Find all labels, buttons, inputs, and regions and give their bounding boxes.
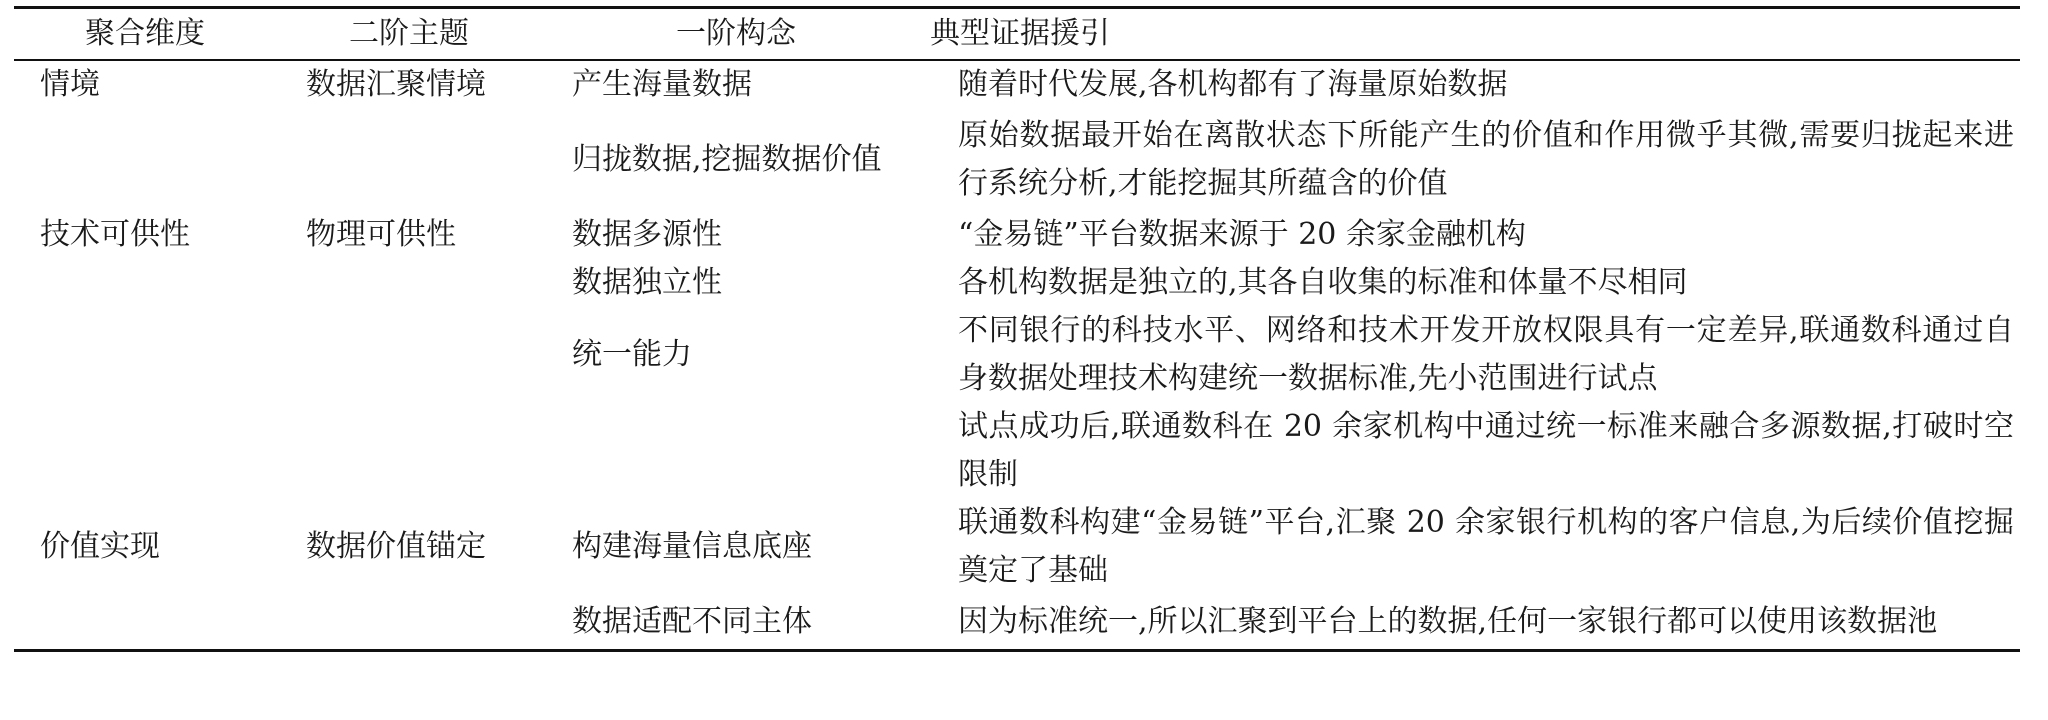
table-row [14,60,2020,109]
cell-construct: 数据多源性 [572,217,722,252]
header-aggregate-dimension: 聚合维度 [14,8,276,61]
table-row [14,595,2020,651]
cell-theme [276,403,542,499]
cell-evidence: 不同银行的科技水平、网络和技术开发开放权限具有一定差异,联通数科通过自身数据处理技术构建统一数据标准,先小范围进行试点 [958,313,2014,396]
header-second-order-theme: 二阶主题 [276,8,542,61]
cell-theme [276,109,542,211]
cell-construct: 归拢数据,挖掘数据价值 [572,142,882,177]
cell-evidence: 原始数据最开始在离散状态下所能产生的价值和作用微乎其微,需要归拢起来进行系统分析,才能挖掘其所蕴含的价值 [958,118,2014,201]
cell-construct: 产生海量数据 [572,67,752,102]
cell-theme [276,259,542,307]
cell-theme: 数据价值锚定 [306,529,486,564]
cell-theme [276,307,542,403]
table-row [14,211,2020,259]
table-header [14,8,2020,61]
cell-evidence: “金易链”平台数据来源于 20 余家金融机构 [958,217,1526,252]
table-row [14,403,2020,499]
cell-construct: 构建海量信息底座 [572,529,812,564]
cell-dimension [14,403,276,499]
evidence-table [14,6,2020,652]
cell-dimension [14,259,276,307]
cell-dimension [14,595,276,651]
cell-construct: 数据独立性 [572,265,722,300]
cell-evidence: 试点成功后,联通数科在 20 余家机构中通过统一标准来融合多源数据,打破时空限制 [958,409,2014,492]
cell-dimension [14,307,276,403]
cell-construct: 统一能力 [572,337,692,372]
cell-evidence: 随着时代发展,各机构都有了海量原始数据 [958,67,1508,102]
cell-theme: 物理可供性 [306,217,456,252]
cell-evidence: 各机构数据是独立的,其各自收集的标准和体量不尽相同 [958,265,1688,300]
cell-evidence: 联通数科构建“金易链”平台,汇聚 20 余家银行机构的客户信息,为后续价值挖掘奠定了基础 [958,505,2014,588]
table-row [14,109,2020,211]
table-row [14,259,2020,307]
table-row [14,307,2020,403]
cell-theme: 数据汇聚情境 [306,67,486,102]
header-first-order-construct: 一阶构念 [542,8,930,61]
evidence-table-container [14,6,2020,652]
table-body [14,60,2020,651]
cell-dimension: 技术可供性 [40,217,190,252]
cell-construct: 数据适配不同主体 [542,595,930,651]
cell-dimension: 情境 [40,67,100,102]
header-row [14,8,2020,61]
cell-construct [542,403,930,499]
cell-dimension [14,109,276,211]
header-typical-evidence: 典型证据援引 [930,8,2020,61]
table-row [14,499,2020,595]
cell-dimension: 价值实现 [40,529,160,564]
cell-evidence: 因为标准统一,所以汇聚到平台上的数据,任何一家银行都可以使用该数据池 [930,595,2020,651]
cell-theme [276,595,542,651]
